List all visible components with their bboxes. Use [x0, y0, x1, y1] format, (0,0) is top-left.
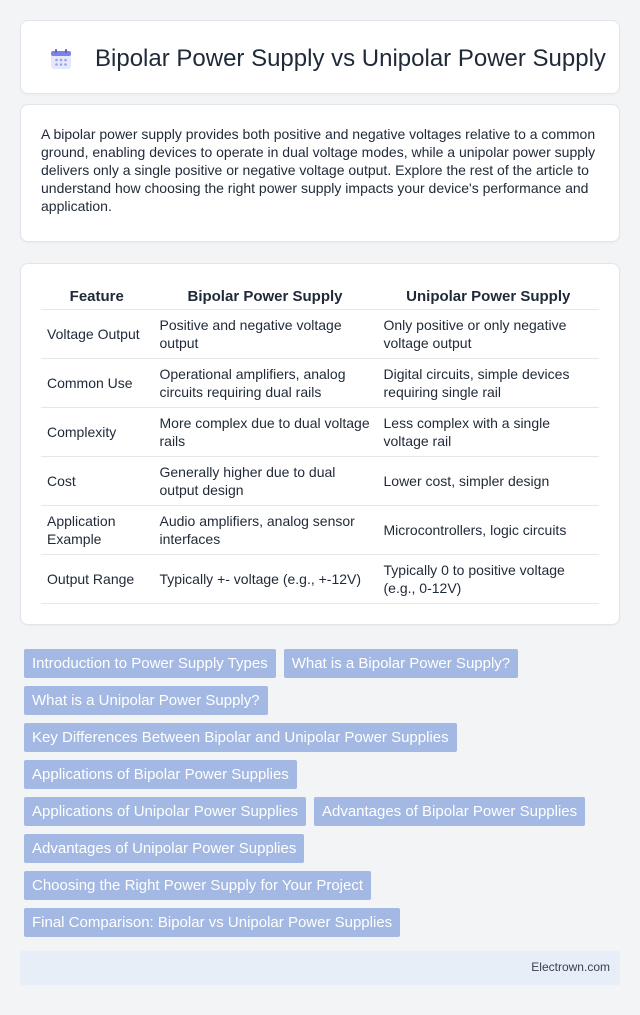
- comparison-card: [20, 263, 620, 625]
- bipolar-cell: Operational amplifiers, analog circuits requiring dual rails: [153, 359, 377, 408]
- unipolar-cell: Only positive or only negative voltage output: [377, 310, 599, 359]
- header-unipolar: Unipolar Power Supply: [377, 284, 599, 310]
- bipolar-cell: Generally higher due to dual output design: [153, 457, 377, 506]
- header-feature: Feature: [41, 284, 153, 310]
- table-row: [41, 359, 599, 408]
- title-card: [20, 20, 620, 94]
- toc-link[interactable]: Applications of Bipolar Power Supplies: [24, 760, 297, 789]
- feature-cell: Application Example: [41, 506, 153, 555]
- toc-link[interactable]: Final Comparison: Bipolar vs Unipolar Power Supplies: [24, 908, 400, 937]
- toc-link[interactable]: What is a Unipolar Power Supply?: [24, 686, 268, 715]
- table-row: [41, 555, 599, 604]
- feature-cell: Common Use: [41, 359, 153, 408]
- bipolar-cell: Audio amplifiers, analog sensor interfaces: [153, 506, 377, 555]
- table-row: [41, 506, 599, 555]
- table-row: [41, 457, 599, 506]
- page-title: Bipolar Power Supply vs Unipolar Power Supply: [95, 45, 606, 72]
- unipolar-cell: Digital circuits, simple devices requiring single rail: [377, 359, 599, 408]
- toc-tags: [24, 649, 624, 945]
- feature-cell: Voltage Output: [41, 310, 153, 359]
- toc-link[interactable]: Applications of Unipolar Power Supplies: [24, 797, 306, 826]
- feature-cell: Complexity: [41, 408, 153, 457]
- comparison-table: [41, 284, 599, 604]
- intro-paragraph: A bipolar power supply provides both positive and negative voltages relative to a common ground, enabling devices to operate in dual voltage modes, while a unipolar power supply delivers only a single positive or negative voltage output. Explore the rest of the article to understand how choosing the right power supply impacts your device's performance and application.: [41, 126, 596, 214]
- unipolar-cell: Lower cost, simpler design: [377, 457, 599, 506]
- header-bipolar: Bipolar Power Supply: [153, 284, 377, 310]
- toc-link[interactable]: What is a Bipolar Power Supply?: [284, 649, 518, 678]
- table-row: [41, 408, 599, 457]
- toc-link[interactable]: Key Differences Between Bipolar and Unipolar Power Supplies: [24, 723, 457, 752]
- unipolar-cell: Microcontrollers, logic circuits: [377, 506, 599, 555]
- footer-brand[interactable]: Electrown.com: [531, 960, 610, 974]
- table-header-row: [41, 284, 599, 310]
- footer: [20, 951, 620, 985]
- feature-cell: Cost: [41, 457, 153, 506]
- bipolar-cell: Typically +- voltage (e.g., +-12V): [153, 555, 377, 604]
- bipolar-cell: More complex due to dual voltage rails: [153, 408, 377, 457]
- toc-link[interactable]: Advantages of Bipolar Power Supplies: [314, 797, 585, 826]
- feature-cell: Output Range: [41, 555, 153, 604]
- unipolar-cell: Less complex with a single voltage rail: [377, 408, 599, 457]
- toc-link[interactable]: Choosing the Right Power Supply for Your Project: [24, 871, 371, 900]
- table-row: [41, 310, 599, 359]
- bipolar-cell: Positive and negative voltage output: [153, 310, 377, 359]
- calendar-icon: [49, 47, 73, 71]
- unipolar-cell: Typically 0 to positive voltage (e.g., 0-12V): [377, 555, 599, 604]
- intro-card: [20, 104, 620, 242]
- toc-link[interactable]: Introduction to Power Supply Types: [24, 649, 276, 678]
- toc-link[interactable]: Advantages of Unipolar Power Supplies: [24, 834, 304, 863]
